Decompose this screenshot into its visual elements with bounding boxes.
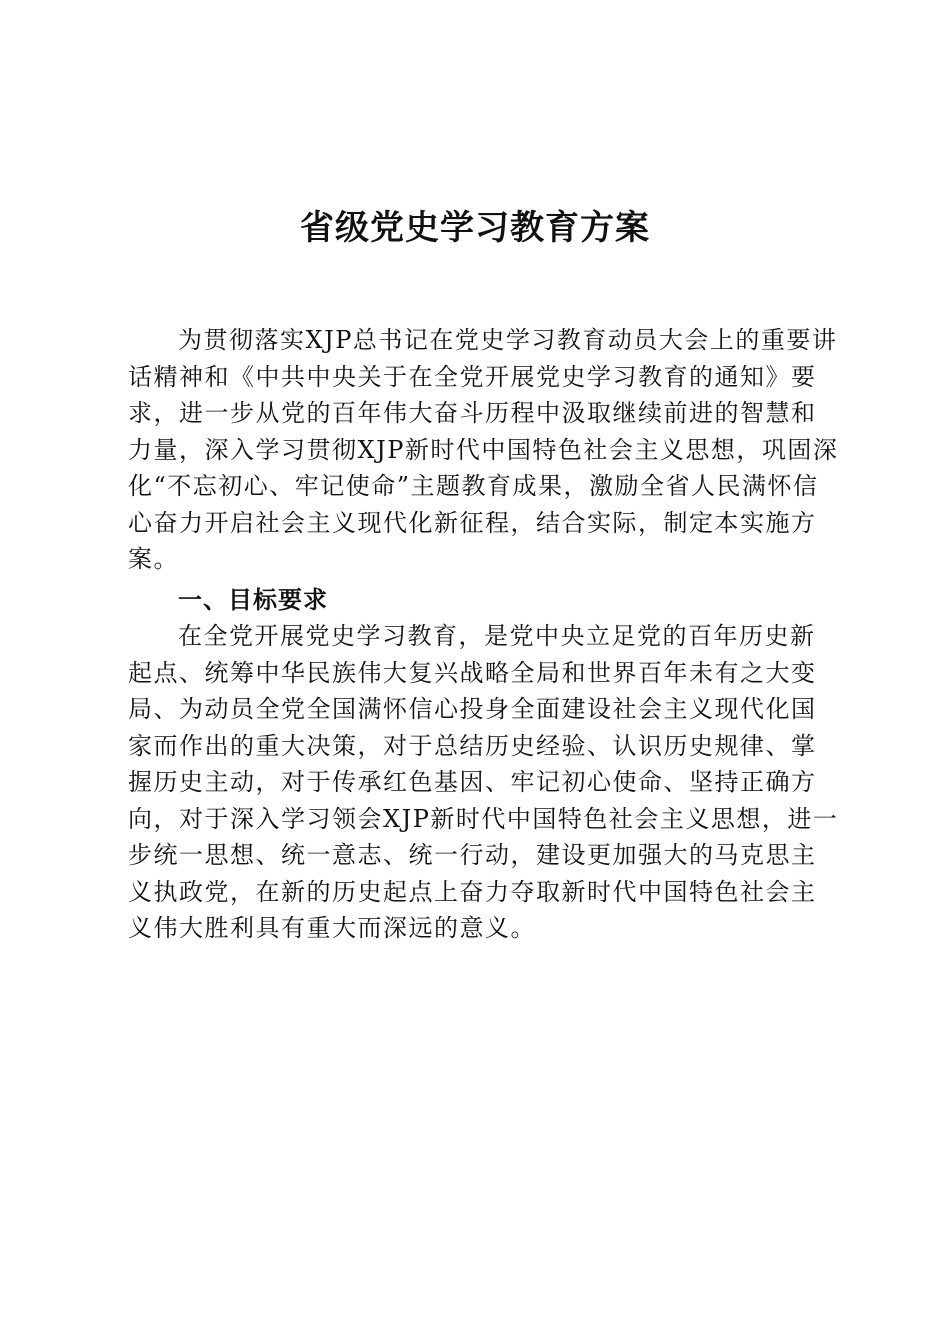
intro-paragraph: 为贯彻落实XJP总书记在党史学习教育动员大会上的重要讲话精神和《中共中央关于在全党开展党史学习教育的通知》要求，进一步从党的百年伟大奋斗历程中汲取继续前进的智慧和力量，深入学习贯彻XJP新时代中国特色社会主义思想，巩固深化“不忘初心、牢记使命”主题教育成果，激励全省人民满怀信心奋力开启社会主义现代化新征程，结合实际，制定本实施方案。 <box>128 326 839 573</box>
section-paragraph: 在全党开展党史学习教育，是党中央立足党的百年历史新起点、统筹中华民族伟大复兴战略全局和世界百年未有之大变局、为动员全党全国满怀信心投身全面建设社会主义现代化国家而作出的重大决策，对于总结历史经验、认识历史规律、掌握历史主动，对于传承红色基因、牢记初心使命、坚持正确方向，对于深入学习领会XJP新时代中国特色社会主义思想，进一步统一思想、统一意志、统一行动，建设更加强大的马克思主义执政党，在新的历史起点上奋力夺取新时代中国特色社会主义伟大胜利具有重大而深远的意义。 <box>128 622 839 942</box>
document-title: 省级党史学习教育方案 <box>300 208 650 248</box>
section-heading-goals: 一、目标要求 <box>178 586 328 614</box>
